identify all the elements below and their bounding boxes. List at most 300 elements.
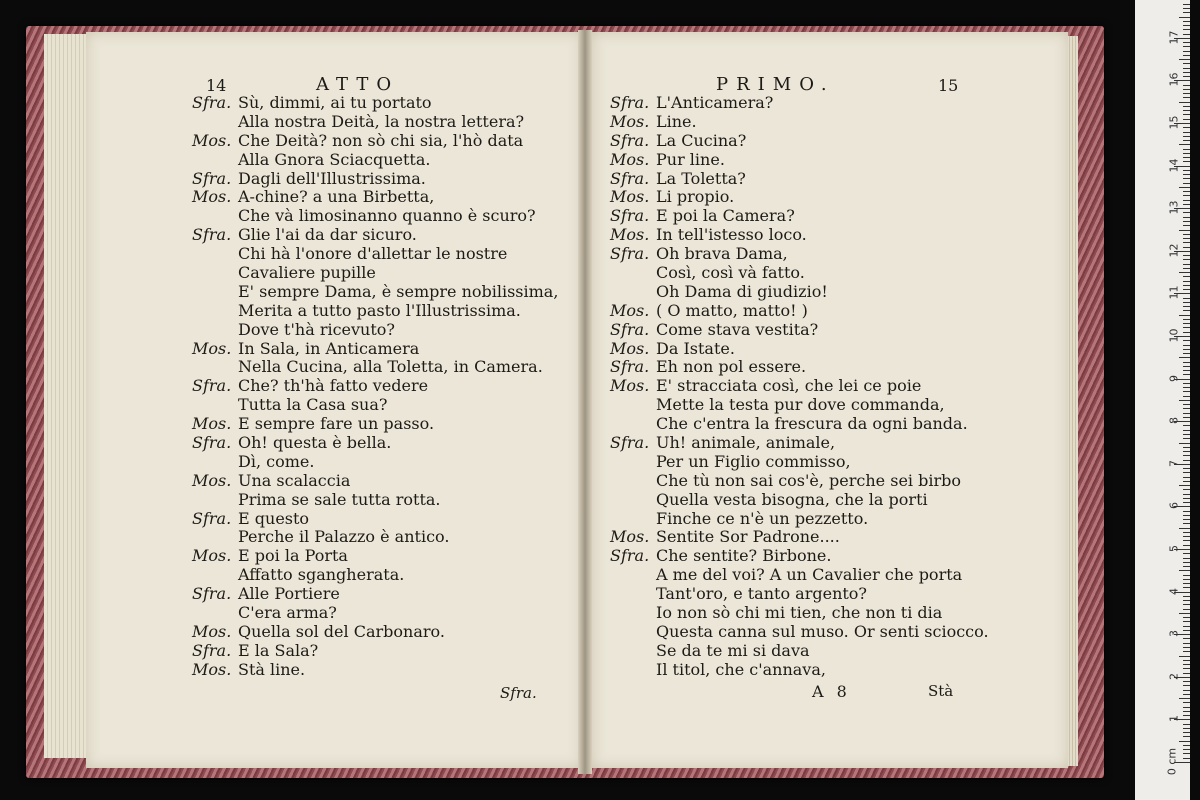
ruler-tick: [1183, 298, 1190, 299]
ruler-tick: [1183, 558, 1190, 559]
ruler-tick: [1183, 540, 1190, 541]
ruler-tick: [1183, 472, 1190, 473]
ruler-label: 8: [1167, 417, 1181, 425]
ruler-tick: [1183, 643, 1190, 644]
verse-text: Affatto sgangherata.: [238, 565, 405, 585]
ruler-tick: [1183, 153, 1190, 154]
verse-line: [610, 207, 989, 226]
speaker-label: Sfra.: [192, 584, 232, 604]
left-running-header: ATTO: [316, 74, 400, 95]
speaker-label: Sfra.: [610, 357, 650, 377]
ruler-label: 5: [1167, 545, 1181, 552]
ruler-tick: [1183, 21, 1190, 22]
verse-line: [192, 94, 558, 113]
ruler-label: 13: [1167, 200, 1181, 215]
ruler-tick: [1179, 17, 1190, 18]
verse-text: Uh! animale, animale,: [656, 433, 836, 453]
verse-line: [610, 453, 989, 472]
ruler-tick: [1183, 4, 1190, 5]
verse-line: [192, 491, 558, 510]
verse-line: [192, 302, 558, 321]
ruler-tick: [1183, 85, 1190, 86]
speaker-label: Mos.: [610, 338, 650, 358]
verse-line: [192, 245, 558, 264]
ruler-tick: [1183, 29, 1190, 30]
verse-text: E poi la Camera?: [656, 206, 795, 226]
ruler-tick: [1183, 660, 1190, 661]
verse-line: [610, 547, 989, 566]
ruler-tick: [1183, 106, 1190, 107]
verse-text: La Toletta?: [656, 168, 746, 188]
ruler-tick: [1183, 430, 1190, 431]
ruler-tick: [1183, 600, 1190, 601]
ruler-tick: [1183, 396, 1190, 397]
ruler-tick: [1183, 362, 1190, 363]
ruler-tick: [1179, 102, 1190, 103]
ruler-label: 7: [1167, 459, 1181, 467]
ruler-tick: [1179, 230, 1190, 231]
verse-text: Sù, dimmi, ai tu portato: [238, 93, 432, 112]
ruler-tick: [1183, 408, 1190, 409]
speaker-label: Sfra.: [192, 433, 232, 453]
ruler-tick: [1183, 447, 1190, 448]
ruler-tick: [1183, 749, 1190, 750]
verse-line: [610, 396, 989, 415]
verse-text: Che Deità? non sò chi sia, l'hò data: [238, 130, 524, 150]
ruler-tick: [1183, 583, 1190, 584]
verse-line: [610, 170, 989, 189]
ruler-tick: [1183, 383, 1190, 384]
ruler-tick: [1183, 417, 1190, 418]
verse-line: [610, 113, 989, 132]
ruler-tick: [1183, 519, 1190, 520]
verse-line: [192, 453, 558, 472]
ruler-tick: [1183, 200, 1190, 201]
verse-text: Chi hà l'onore d'allettar le nostre: [238, 244, 508, 264]
verse-text: E' sempre Dama, è sempre nobilissima,: [238, 281, 559, 301]
ruler-label: 12: [1167, 243, 1181, 258]
ruler-tick: [1183, 575, 1190, 576]
verse-text: Oh brava Dama,: [656, 244, 788, 264]
verse-line: [192, 321, 558, 340]
ruler-tick: [1183, 370, 1190, 371]
verse-text: A-chine? a una Birbetta,: [238, 187, 435, 207]
ruler-tick: [1183, 694, 1190, 695]
verse-line: [192, 642, 558, 661]
speaker-label: Sfra.: [192, 640, 232, 660]
verse-text: Tutta la Casa sua?: [238, 395, 388, 415]
ruler-tick: [1179, 315, 1190, 316]
verse-text: Io non sò chi mi tien, che non ti dia: [656, 603, 943, 623]
ruler-tick: [1183, 12, 1190, 13]
right-running-header: PRIMO.: [716, 74, 835, 95]
ruler-tick: [1183, 621, 1190, 622]
verse-text: Stà line.: [238, 659, 306, 679]
speaker-label: Mos.: [610, 527, 650, 547]
ruler-tick: [1183, 477, 1190, 478]
ruler-tick: [1183, 225, 1190, 226]
verse-line: [192, 377, 558, 396]
ruler-tick: [1183, 25, 1190, 26]
verse-line: [610, 528, 989, 547]
left-page-number: 14: [206, 76, 227, 95]
ruler-tick: [1183, 562, 1190, 563]
speaker-label: Mos.: [192, 187, 232, 207]
ruler-tick: [1183, 353, 1190, 354]
verse-line: [192, 661, 558, 680]
verse-text: A me del voi? A un Cavalier che porta: [656, 565, 963, 585]
verse-text: Sentite Sor Padrone....: [656, 527, 840, 547]
ruler-label: 16: [1167, 72, 1181, 87]
verse-text: Questa canna sul muso. Or senti sciocco.: [656, 621, 989, 641]
ruler-label: 9: [1167, 374, 1181, 382]
verse-line: [610, 566, 989, 585]
verse-line: [610, 132, 989, 151]
ruler-tick: [1183, 349, 1190, 350]
verse-line: [192, 585, 558, 604]
verse-line: [192, 283, 558, 302]
verse-line: [610, 245, 989, 264]
ruler-tick: [1183, 391, 1190, 392]
ruler-label: 4: [1167, 587, 1181, 595]
verse-text: Glie l'ai da dar sicuro.: [238, 225, 417, 245]
ruler-tick: [1183, 702, 1190, 703]
ruler-tick: [1183, 183, 1190, 184]
ruler-tick: [1183, 502, 1190, 503]
verse-text: E la Sala?: [238, 640, 319, 660]
ruler-tick: [1183, 673, 1190, 674]
speaker-label: Mos.: [192, 130, 232, 150]
verse-line: [192, 604, 558, 623]
ruler-tick: [1183, 238, 1190, 239]
ruler-tick: [1183, 468, 1190, 469]
verse-text: Li propio.: [656, 187, 735, 207]
verse-line: [192, 358, 558, 377]
ruler-tick: [1179, 400, 1190, 401]
verse-text: Alla nostra Deità, la nostra lettera?: [238, 111, 525, 131]
ruler-tick: [1183, 247, 1190, 248]
verse-line: [610, 623, 989, 642]
ruler-tick: [1183, 276, 1190, 277]
speaker-label: Sfra.: [610, 244, 650, 264]
verse-text: Nella Cucina, alla Toletta, in Camera.: [238, 357, 543, 377]
ruler-tick: [1183, 63, 1190, 64]
ruler-tick: [1183, 617, 1190, 618]
speaker-label: Mos.: [192, 659, 232, 679]
ruler-tick: [1183, 511, 1190, 512]
verse-line: [192, 207, 558, 226]
ruler-tick: [1183, 753, 1190, 754]
ruler-tick: [1183, 536, 1190, 537]
ruler-tick: [1183, 51, 1190, 52]
ruler-tick: [1183, 234, 1190, 235]
ruler-tick: [1183, 736, 1190, 737]
ruler-label: 3: [1167, 630, 1181, 638]
ruler-tick: [1179, 656, 1190, 657]
verse-line: [610, 585, 989, 604]
verse-line: [192, 434, 558, 453]
ruler-tick: [1183, 438, 1190, 439]
ruler-tick: [1183, 204, 1190, 205]
ruler-tick: [1183, 195, 1190, 196]
ruler-tick: [1179, 528, 1190, 529]
speaker-label: Mos.: [610, 149, 650, 169]
ruler-tick: [1183, 523, 1190, 524]
ruler-tick: [1183, 604, 1190, 605]
ruler-tick: [1183, 285, 1190, 286]
verse-text: Finche ce n'è un pezzetto.: [656, 508, 869, 528]
verse-line: [192, 264, 558, 283]
verse-text: Quella sol del Carbonaro.: [238, 621, 445, 641]
ruler-tick: [1183, 178, 1190, 179]
ruler-tick: [1183, 596, 1190, 597]
ruler-label: 17: [1167, 30, 1181, 45]
ruler-tick: [1183, 264, 1190, 265]
verse-line: [610, 321, 989, 340]
verse-line: [610, 510, 989, 529]
verse-line: [610, 283, 989, 302]
verse-line: [610, 642, 989, 661]
ruler-tick: [1183, 745, 1190, 746]
ruler-tick: [1183, 707, 1190, 708]
ruler-label: 6: [1167, 502, 1181, 510]
speaker-label: Mos.: [192, 621, 232, 641]
verse-text: Prima se sale tutta rotta.: [238, 489, 441, 509]
speaker-label: Mos.: [610, 187, 650, 207]
verse-line: [610, 151, 989, 170]
verse-text: Tant'oro, e tanto argento?: [656, 584, 868, 604]
right-catchword: Stà: [928, 682, 954, 700]
verse-line: [192, 132, 558, 151]
ruler-tick: [1183, 114, 1190, 115]
ruler-tick: [1183, 685, 1190, 686]
ruler-tick: [1183, 728, 1190, 729]
verse-text: Una scalaccia: [238, 470, 351, 490]
verse-line: [192, 170, 558, 189]
ruler-tick: [1179, 144, 1190, 145]
left-page-text: [192, 94, 558, 680]
verse-text: Da Istate.: [656, 338, 735, 358]
verse-line: [610, 94, 989, 113]
verse-line: [192, 528, 558, 547]
ruler-tick: [1183, 374, 1190, 375]
ruler-tick: [1183, 434, 1190, 435]
verse-text: C'era arma?: [238, 603, 337, 623]
ruler-tick: [1183, 289, 1190, 290]
verse-text: Alle Portiere: [238, 584, 340, 604]
verse-line: [610, 264, 989, 283]
verse-text: Se da te mi si dava: [656, 640, 810, 660]
ruler-tick: [1183, 553, 1190, 554]
ruler-label: 11: [1167, 285, 1181, 300]
verse-line: [192, 472, 558, 491]
verse-text: Che c'entra la frescura da ogni banda.: [656, 414, 968, 434]
verse-line: [192, 226, 558, 245]
left-catchword: Sfra.: [500, 684, 537, 702]
ruler-tick: [1183, 76, 1190, 77]
verse-line: [192, 340, 558, 359]
ruler-tick: [1179, 443, 1190, 444]
ruler-tick: [1183, 609, 1190, 610]
ruler-tick: [1183, 668, 1190, 669]
speaker-label: Sfra.: [192, 168, 232, 188]
verse-line: [610, 472, 989, 491]
signature-mark: A 8: [812, 682, 851, 701]
ruler-tick: [1183, 638, 1190, 639]
ruler-tick: [1183, 515, 1190, 516]
verse-text: Alla Gnora Sciacquetta.: [238, 149, 431, 169]
ruler-tick: [1183, 8, 1190, 9]
speaker-label: Sfra.: [192, 93, 232, 112]
verse-text: E' stracciata così, che lei ce poie: [656, 376, 922, 396]
ruler-tick: [1179, 741, 1190, 742]
speaker-label: Mos.: [610, 376, 650, 396]
ruler-tick: [1183, 455, 1190, 456]
verse-line: [610, 434, 989, 453]
ruler-tick: [1183, 132, 1190, 133]
speaker-label: Sfra.: [610, 433, 650, 453]
ruler-tick: [1183, 242, 1190, 243]
verse-line: [610, 358, 989, 377]
ruler-tick: [1183, 281, 1190, 282]
speaker-label: Sfra.: [192, 508, 232, 528]
ruler-tick: [1179, 272, 1190, 273]
ruler-tick: [1179, 357, 1190, 358]
verse-line: [610, 226, 989, 245]
ruler-tick: [1183, 46, 1190, 47]
ruler-tick: [1183, 170, 1190, 171]
ruler-tick: [1183, 217, 1190, 218]
ruler-label: 10: [1167, 328, 1181, 343]
ruler-tick: [1183, 715, 1190, 716]
ruler-tick: [1183, 387, 1190, 388]
ruler-tick: [1183, 259, 1190, 260]
speaker-label: Sfra.: [192, 225, 232, 245]
ruler-tick: [1183, 481, 1190, 482]
ruler-label: 14: [1167, 158, 1181, 173]
ruler-tick: [1183, 451, 1190, 452]
verse-text: Come stava vestita?: [656, 319, 819, 339]
verse-text: Che tù non sai cos'è, perche sei birbo: [656, 470, 961, 490]
ruler-tick: [1183, 327, 1190, 328]
ruler-tick: [1183, 489, 1190, 490]
verse-line: [610, 661, 989, 680]
ruler-tick: [1183, 136, 1190, 137]
speaker-label: Sfra.: [610, 206, 650, 226]
speaker-label: Sfra.: [610, 319, 650, 339]
ruler-label: 2: [1167, 672, 1181, 680]
ruler-tick: [1183, 664, 1190, 665]
ruler-tick: [1183, 711, 1190, 712]
verse-text: Mette la testa pur dove commanda,: [656, 395, 945, 415]
ruler-tick: [1183, 690, 1190, 691]
ruler-tick: [1183, 42, 1190, 43]
verse-line: [192, 510, 558, 529]
ruler-tick: [1183, 626, 1190, 627]
ruler-tick: [1183, 651, 1190, 652]
speaker-label: Mos.: [192, 338, 232, 358]
ruler-tick: [1183, 732, 1190, 733]
verse-text: E questo: [238, 508, 310, 528]
speaker-label: Mos.: [610, 225, 650, 245]
ruler-tick: [1183, 268, 1190, 269]
verse-text: L'Anticamera?: [656, 93, 774, 112]
speaker-label: Mos.: [610, 300, 650, 320]
verse-text: Dì, come.: [238, 451, 315, 471]
ruler-tick: [1183, 460, 1190, 461]
ruler-tick: [1183, 498, 1190, 499]
ruler-tick: [1183, 255, 1190, 256]
ruler-tick: [1179, 485, 1190, 486]
verse-line: [192, 113, 558, 132]
right-page-number: 15: [938, 76, 959, 95]
ruler-tick: [1183, 319, 1190, 320]
ruler-tick: [1183, 323, 1190, 324]
ruler-tick: [1183, 89, 1190, 90]
ruler-tick: [1179, 187, 1190, 188]
verse-text: Eh non pol essere.: [656, 357, 807, 377]
verse-line: [610, 340, 989, 359]
ruler-tick: [1183, 630, 1190, 631]
verse-text: Dove t'hà ricevuto?: [238, 319, 395, 339]
ruler-tick: [1183, 191, 1190, 192]
ruler-tick: [1183, 332, 1190, 333]
verse-text: Merita a tutto pasto l'Illustrissima.: [238, 300, 521, 320]
verse-line: [192, 396, 558, 415]
verse-text: La Cucina?: [656, 130, 747, 150]
speaker-label: Sfra.: [610, 546, 650, 566]
ruler-tick: [1183, 34, 1190, 35]
ruler-tick: [1183, 302, 1190, 303]
ruler-tick: [1183, 306, 1190, 307]
ruler-tick: [1179, 59, 1190, 60]
ruler-tick: [1183, 532, 1190, 533]
ruler-tick: [1183, 127, 1190, 128]
ruler-tick: [1179, 698, 1190, 699]
ruler-tick: [1183, 174, 1190, 175]
speaker-label: Mos.: [192, 414, 232, 434]
verse-text: In Sala, in Anticamera: [238, 338, 420, 358]
ruler-tick: [1183, 494, 1190, 495]
verse-line: [192, 415, 558, 434]
verse-text: Oh Dama di giudizio!: [656, 281, 828, 301]
ruler-tick: [1183, 68, 1190, 69]
ruler-tick: [1183, 140, 1190, 141]
verse-text: Oh! questa è bella.: [238, 433, 392, 453]
verse-text: ( O matto, matto! ): [656, 300, 808, 320]
ruler-tick: [1179, 613, 1190, 614]
verse-line: [192, 566, 558, 585]
ruler-tick: [1183, 157, 1190, 158]
verse-text: Perche il Palazzo è antico.: [238, 527, 450, 547]
ruler-tick: [1183, 72, 1190, 73]
speaker-label: Sfra.: [610, 130, 650, 150]
speaker-label: Mos.: [192, 546, 232, 566]
ruler-tick: [1183, 110, 1190, 111]
ruler-tick: [1183, 579, 1190, 580]
verse-text: Per un Figlio commisso,: [656, 451, 851, 471]
verse-text: Cavaliere pupille: [238, 263, 376, 283]
ruler-tick: [1183, 366, 1190, 367]
speaker-label: Mos.: [610, 111, 650, 131]
book-gutter: [578, 30, 592, 774]
page-edges-left: [44, 34, 90, 758]
verse-line: [192, 623, 558, 642]
ruler-tick: [1183, 212, 1190, 213]
verse-line: [610, 604, 989, 623]
ruler-tick: [1179, 570, 1190, 571]
ruler-tick: [1183, 566, 1190, 567]
